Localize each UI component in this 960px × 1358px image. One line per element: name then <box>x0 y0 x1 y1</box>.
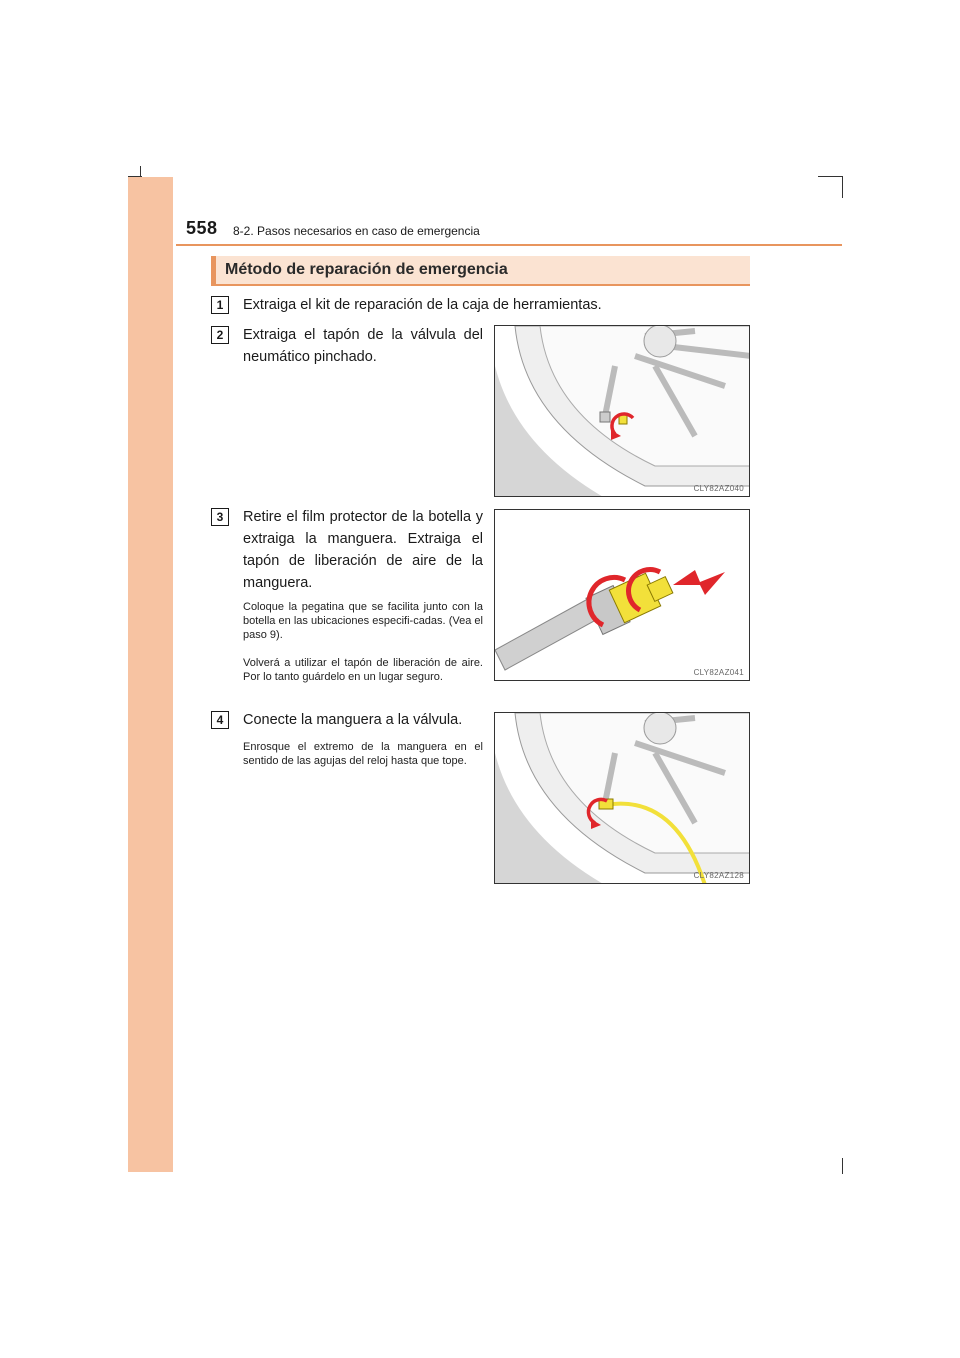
step-number-4: 4 <box>211 711 229 729</box>
crop-mark-bottom-right-v <box>842 1158 843 1174</box>
section-header <box>211 256 750 286</box>
step-3-note-1: Coloque la pegatina que se facilita junto con la botella en las ubicaciones especifi-cadas. (Vea el paso 9). <box>243 601 483 641</box>
crop-mark-top-left <box>128 176 142 177</box>
step-number-3: 3 <box>211 508 229 526</box>
figure-hose-cap-removal <box>494 509 750 681</box>
step-4-text: Conecte la manguera a la válvula. <box>243 712 463 728</box>
step-4-note-1: Enrosque el extremo de la manguera en el sentido de las agujas del reloj hasta que tope. <box>243 741 483 767</box>
figure-code: CLY82AZ128 <box>693 871 744 880</box>
step-number-1: 1 <box>211 296 229 314</box>
chapter-title: 8-2. Pasos necesarios en caso de emergencia <box>233 224 480 238</box>
hose-illustration <box>495 510 750 681</box>
figure-hose-connection <box>494 712 750 884</box>
figure-code: CLY82AZ041 <box>693 668 744 677</box>
figure-valve-cap-removal <box>494 325 750 497</box>
wheel-valve-illustration <box>495 326 750 497</box>
section-title: Método de reparación de emergencia <box>225 261 508 278</box>
step-1-text: Extraiga el kit de reparación de la caja de herramientas. <box>243 297 602 313</box>
wheel-hose-illustration <box>495 713 750 884</box>
chapter-sidebar-tab <box>128 177 173 1172</box>
step-2-text: Extraiga el tapón de la válvula del neumático pinchado. <box>243 327 483 365</box>
step-number-2: 2 <box>211 326 229 344</box>
page-number: 558 <box>186 218 218 238</box>
header-rule <box>176 244 842 246</box>
crop-mark-top-right <box>818 176 843 177</box>
step-3-text: Retire el film protector de la botella y extraiga la manguera. Extraiga el tapón de liberación de aire de la manguera. <box>243 509 483 591</box>
crop-mark-top-right-v <box>842 176 843 198</box>
crop-mark-top-left-v <box>140 166 141 176</box>
step-3-note-2: Volverá a utilizar el tapón de liberación de aire. Por lo tanto guárdelo en un lugar seguro. <box>243 657 483 683</box>
figure-code: CLY82AZ040 <box>693 484 744 493</box>
